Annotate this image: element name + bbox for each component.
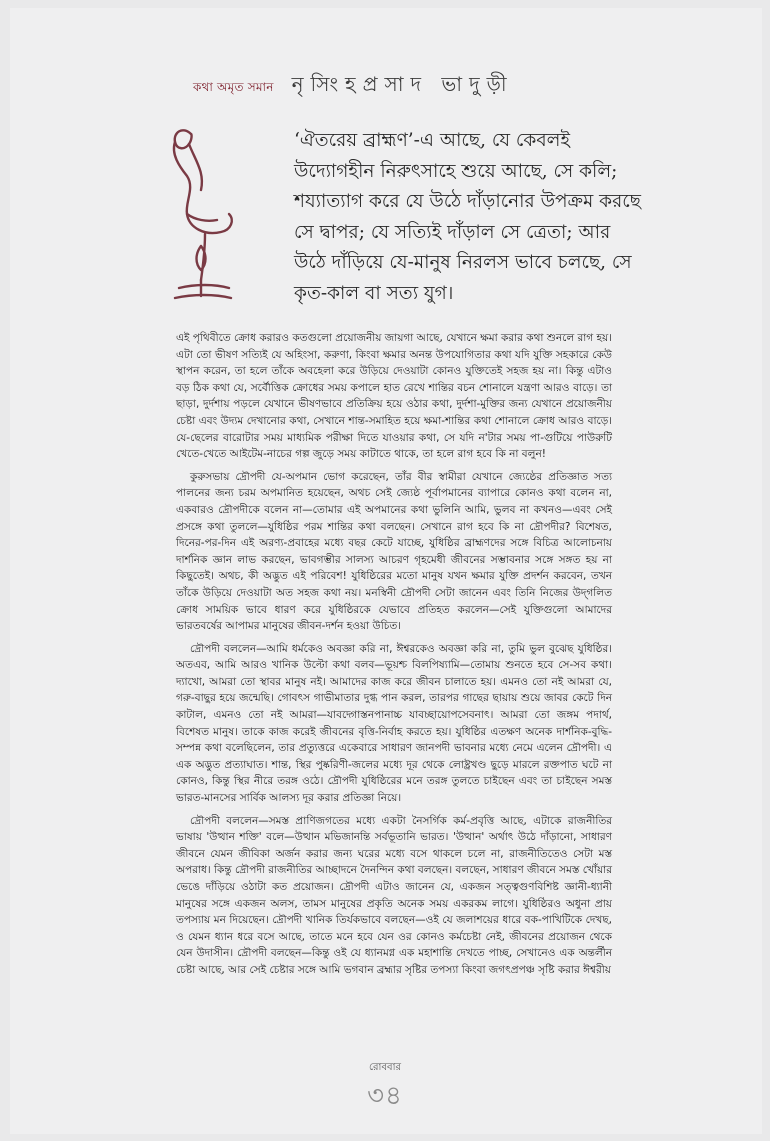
pull-quote: ‘ঐতরেয় ব্রাহ্মণ’-এ আছে, যে কেবলই উদ্যোগহীন নিরুৎসাহে শুয়ে আছে, সে কলি; শয্যাত্যাগ করে যে উঠে দাঁড়ানোর উপক্রম করছে সে দ্বাপর; যে সত্যিই দাঁড়াল সে ত্রেতা; আর উঠে দাঁড়িয়ে যে-মানুষ নিরলস ভাবে চলছে, সে কৃত-কাল বা সত্য যুগ। xyxy=(294,130,641,304)
article-body xyxy=(176,330,612,985)
series-title: কথা অমৃত সমান xyxy=(193,80,274,94)
magazine-name: রোববার xyxy=(369,1062,401,1073)
page-footer xyxy=(0,1060,770,1119)
flamingo-logo-icon xyxy=(165,120,237,308)
paragraph: এই পৃথিবীতে ক্রোধ করারও কতগুলো প্রয়োজনীয় জায়গা আছে, যেখানে ক্ষমা করার কথা শুনলে রাগ হয়। এটা তো ভীষণ সত্যিই যে অহিংসা, করুণা, কিংবা ক্ষমার অনন্ত উপযোগিতার কথা যদি যুক্তি সহকারে কেউ স্থাপন করেন, তা হলে তাঁকে অবহেলা করে উড়িয়ে দেওয়াটা কোনও যুক্তিতেই সহজ হয় না। কিন্তু এটাও বড় ঠিক কথা যে, সর্বৌত্তিক ক্রোধের সময় কপালে হাত রেখে শান্তির বচন শোনালে যন্ত্রণা আরও বাড়ে। তা ছাড়া, দুর্দশায় পড়লে যেখানে ভীষণভাবে প্রতিক্রিয় হয়ে ওঠার কথা, দুর্দশা-মুক্তির জন্য যেখানে প্রয়োজনীয় চেষ্টা এবং উদ্যম দেখানোর কথা, সেখানে শান্ত-সমাহিত হয়ে ক্ষমা-শান্তির কথা শোনালে ক্রোধ আরও বাড়ে। যে-ছেলের বারোটার সময় মাধ্যমিক পরীক্ষা দিতে যাওয়ার কথা, সে যদি ন'টার সময় পা-গুটিয়ে পাউরুটি খেতে-খেতে আইটেম-নাচের গল্প জুড়ে সময় কাটাতে থাকে, তা হলে রাগ হবে কি না বলুন! xyxy=(176,332,612,461)
author-name: নৃসিংহপ্রসাদ ভাদুড়ী xyxy=(291,72,514,96)
paragraph: দ্রৌপদী বললেন—আমি ধর্মকেও অবজ্ঞা করি না, ঈশ্বরকেও অবজ্ঞা করি না, তুমি ভুল বুঝেছ যুধিষ্ঠির। অতএব, আমি আরও খানিক উল্টো কথা বলব—ভূয়শ্চ বিলপিষ্যামি—তোমায় শুনতে হবে সে-সব কথা। দ্যাখো, আমরা তো স্থাবর মানুষ নই। আমাদের কাজ করে জীবন চালাতে হয়। এমনও তো নই আমরা যে, গরু-বাছুর হয়ে জন্মেছি। গোবৎস গাভীমাতার দুগ্ধ পান করল, তারপর গাছের ছায়ায় শুয়ে জাবর কেটে দিন কাটাল, এমনও তো নই আমরা—যাবদ্গোস্তনপানাচ্চ যাবচ্ছায়োপসেবনাৎ। আমরা তো জঙ্গম পদার্থ, বিশেষত মানুষ। তাকে কাজ করেই জীবনের বৃত্তি-নির্বাহ করতে হয়। যুধিষ্ঠির এতক্ষণ অনেক দার্শনিক-বুদ্ধি-সম্পন্ন কথা বলেছিলেন, তার প্রত্যুত্তরে একেবারে সাধারণ জানপদী ভাবনার মধ্যে নেমে এলেন দ্রৌপদী। এ এক অদ্ভুত প্রত্যাঘাত। শান্ত, স্থির পুষ্করিণী-জলের মধ্যে দূর থেকে লোষ্ট্রখণ্ড ছুড়ে মারলে রক্তপাত ঘটে না কোনও, কিন্তু স্থির নীরে তরঙ্গ ওঠে। দ্রৌপদী যুধিষ্ঠিরের মনে তরঙ্গ তুলতে চাইছেন এবং তা চাইছেন সমস্ত ভারত-মানসের সার্বিক আলস্য দূর করার প্রতিজ্ঞা নিয়ে। xyxy=(176,642,612,805)
page-number: ৩৪ xyxy=(367,1081,403,1111)
paragraph: দ্রৌপদী বললেন—সমস্ত প্রাণিজগতের মধ্যে একটা নৈসর্গিক কর্ম-প্রবৃত্তি আছে, এটাকে রাজনীতির ভাষায় 'উত্থান শক্তি' বলে—উত্থান মভিজানন্তি সর্বভূতানি ভারত। 'উত্থান' অর্থাৎ উঠে দাঁড়ানো, সাধারণ জীবনে যেমন জীবিকা অর্জন করার জন্য ঘরের মধ্যে বসে থাকলে চলে না, রাজনীতিতেও সেটা মস্ত অপরাধ। কিন্তু দ্রৌপদী রাজনীতির আচ্ছাদনে দৈনন্দিন কথা বলছেন। বলছেন, সাধারণ জীবনে সমস্ত খোঁয়ার ভেঙে দাঁড়িয়ে ওঠাটা কত প্রয়োজন। দ্রৌপদী এটাও জানেন যে, একজন সত্ত্বগুণবিশিষ্ট জ্ঞানী-ধ্যানী মানুষের সঙ্গে একজন অলস, তামস মানুষের প্রকৃতি অনেক সময় একরকম লাগে। যুধিষ্ঠিরও অধুনা প্রায় তপস্যায় মন দিয়েছেন। দ্রৌপদী খানিক তির্যকভাবে বলছেন—ওই যে জলাশয়ের ধারে বক-পাখিটিকে দেখছ, ও যেমন ধ্যান ধরে বসে আছে, তাতে মনে হবে যেন ওর কোনও কর্মচেষ্টা নেই, জীবনের প্রয়োজন থেকে যেন উদাসীন। দ্রৌপদী বলছেন—কিন্তু ওই যে ধ্যানমগ্ন এক মহাশান্তি দেখতে পাচ্ছ, সেখানেও এক অন্তর্লীন চেষ্টা আছে, আর সেই চেষ্টার সঙ্গে আমি ভগবান ব্রহ্মার সৃষ্টির তপস্যা কিংবা জগৎপ্রপঞ্চ সৃষ্টি করার ঈশ্বরীয় xyxy=(176,814,612,976)
paragraph: কুরুসভায় দ্রৌপদী যে-অপমান ভোগ করেছেন, তাঁর বীর স্বামীরা যেখানে জ্যেষ্ঠের প্রতিজ্ঞাত সত্য পালনের জন্য চরম অপমানিত হয়েছেন, অথচ সেই জ্যেষ্ঠ পূর্বাপমানের ব্যাপারে কোনও কথা বলেন না, একবারও দ্রৌপদীকে বলেন না—তোমার এই অপমানের কথা ভুলিনি আমি, ভুলব না কখনও—এবং সেই প্রসঙ্গে কথা তুললে—যুধিষ্ঠির পরম শান্তির কথা বলছেন। সেখানে রাগ হবে কি না দ্রৌপদীর? বিশেষত, দিনের-পর-দিন এই অরণ্য-প্রবাহের মধ্যে বছর কেটে যাচ্ছে, যুধিষ্ঠির ব্রাহ্মণদের সঙ্গে বিচিত্র আলোচনায় দার্শনিক জ্ঞান লাভ করছেন, ভাবগম্ভীর সালস্য আচরণ গৃহমেধী জীবনের সম্ভাবনার সঙ্গে সঙ্গত হয় না কিছুতেই। অথচ, কী অদ্ভুত এই পরিবেশ! যুধিষ্ঠিরের মতো মানুষ যখন ক্ষমার যুক্তি প্রদর্শন করবেন, তখন তাঁকে উড়িয়ে দেওয়াটা অত সহজ কথা নয়। মনস্বিনী দ্রৌপদী সেটা জানেন এবং তিনি নিজের উদ্‌গলিত ক্রোধ সাময়িক ভাবে ধারণ করে যুধিষ্ঠিরকে যেভাবে প্রতিহত করলেন—সেই যুক্তিগুলো আমাদের ভারতবর্ষের আপামর মানুষের জীবন-দর্শন হওয়া উচিত। xyxy=(176,470,612,633)
page xyxy=(10,8,762,1134)
header xyxy=(193,70,514,98)
